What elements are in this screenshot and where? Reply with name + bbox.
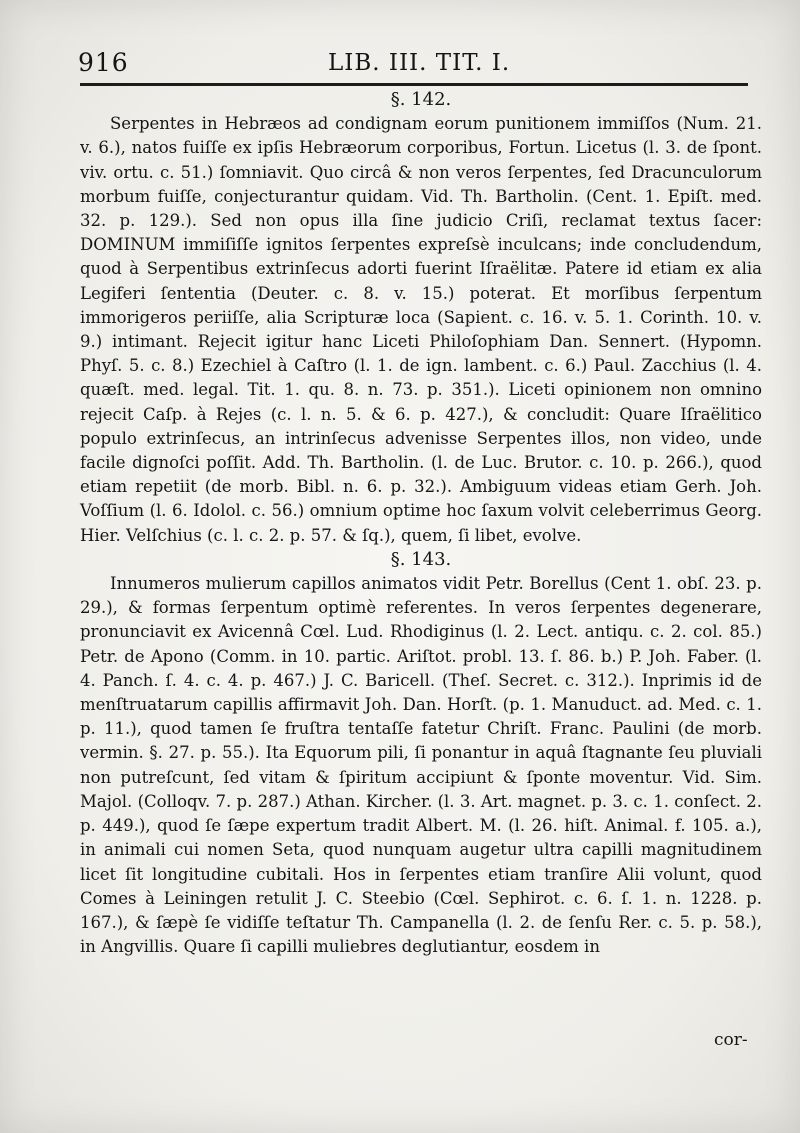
page-body (80, 88, 762, 959)
section-heading: §. 142. (390, 89, 452, 110)
running-head: LIB. III. TIT. I. (328, 50, 511, 76)
page-number: 916 (78, 48, 129, 77)
page-header (70, 48, 750, 80)
catchword: cor- (714, 1030, 748, 1050)
section-heading: §. 143. (390, 548, 452, 570)
section-paragraph: Innumeros mulierum capillos animatos vidit Petr. Borellus (Cent 1. obſ. 23. p. 29.), & formas ſerpentum optimè referentes. In veros ſerpentes degenerare, pronunciavit ex Avicennâ Cœl. Lud. Rhodiginus (l. 2. Lect. antiqu. c. 2. col. 85.) Petr. de Apono (Comm. in 10. partic. Ariſtot. probl. 13. ſ. 86. b.) P. Joh. Faber. (l. 4. Panch. ſ. 4. c. 4. p. 467.) J. C. Baricell. (Theſ. Secret. c. 312.). Inprimis id de menſtruatarum capillis affirmavit Joh. Dan. Horſt. (p. 1. Manuduct. ad. Med. c. 1. p. 11.), quod tamen ſe fruſtra tentaſſe fatetur Chriſt. Franc. Paulini (de morb. vermin. §. 27. p. 55.). Ita Equorum pili, ſi ponantur in aquâ ſtagnante ſeu pluviali non putreſcunt, ſed vitam & ſpiritum accipiunt & ſponte moventur. Vid. Sim. Majol. (Colloqv. 7. p. 287.) Athan. Kircher. (l. 3. Art. magnet. p. 3. c. 1. conſect. 2. p. 449.), quod ſe ſæpe expertum tradit Albert. M. (l. 26. hiſt. Animal. f. 105. a.), in animali cui nomen Seta, quod nunquam augetur ultra capilli magnitudinem licet ſit longitudine cubitali. Hos in ſerpentes etiam tranſire Alii volunt, quod Comes à Leiningen retulit J. C. Steebio (Cœl. Sephirot. c. 6. ſ. 1. n. 1228. p. 167.), & ſæpè ſe vidiſſe teſtatur Th. Campanella (l. 2. de ſenſu Rer. c. 5. p. 58.), in Angvillis. Quare ſi capilli muliebres deglutiantur, eosdem in (80, 574, 762, 957)
section-paragraph: Serpentes in Hebræos ad condignam eorum punitionem immiſſos (Num. 21. v. 6.), natos fuiſſe ex ipſis Hebræorum corporibus, Fortun. Licetus (l. 3. de ſpont. viv. ortu. c. 51.) ſomniavit. Quo circâ & non veros ſerpentes, ſed Dracunculorum morbum fuiſſe, conjecturantur quidam. Vid. Th. Bartholin. (Cent. 1. Epiſt. med. 32. p. 129.). Sed non opus illa ſine judicio Criſi, reclamat textus ſacer: DOMINUM immiſiſſe ignitos ſerpentes expreſsè inculcans; inde concludendum, quod à Serpentibus extrinſecus adorti fuerint Iſraëlitæ. Patere id etiam ex alia Legiferi ſententia (Deuter. c. 8. v. 15.) poterat. Et morſibus ſerpentum immorigeros periiſſe, alia Scripturæ loca (Sapient. c. 16. v. 5. 1. Corinth. 10. v. 9.) intimant. Rejecit igitur hanc Liceti Philoſophiam Dan. Sennert. (Hypomn. Phyſ. 5. c. 8.) Ezechiel à Caſtro (l. 1. de ign. lambent. c. 6.) Paul. Zacchius (l. 4. quæſt. med. legal. Tit. 1. qu. 8. n. 73. p. 351.). Liceti opinionem non omnino rejecit Caſp. à Rejes (c. l. n. 5. & 6. p. 427.), & concludit: Quare Iſraëlitico populo extrinſecus, an intrinſecus advenisse Serpentes illos, non video, unde facile dignoſci poſſit. Add. Th. Bartholin. (l. de Luc. Brutor. c. 10. p. 266.), quod etiam repetiit (de morb. Bibl. n. 6. p. 32.). Ambiguum videas etiam Gerh. Joh. Voſſium (l. 6. Idolol. c. 56.) omnium optime hoc ſaxum volvit celeberrimus Georg. Hier. Velſchius (c. l. c. 2. p. 57. & ſq.), quem, ſi libet, evolve. (80, 114, 762, 545)
header-rule (80, 83, 748, 86)
